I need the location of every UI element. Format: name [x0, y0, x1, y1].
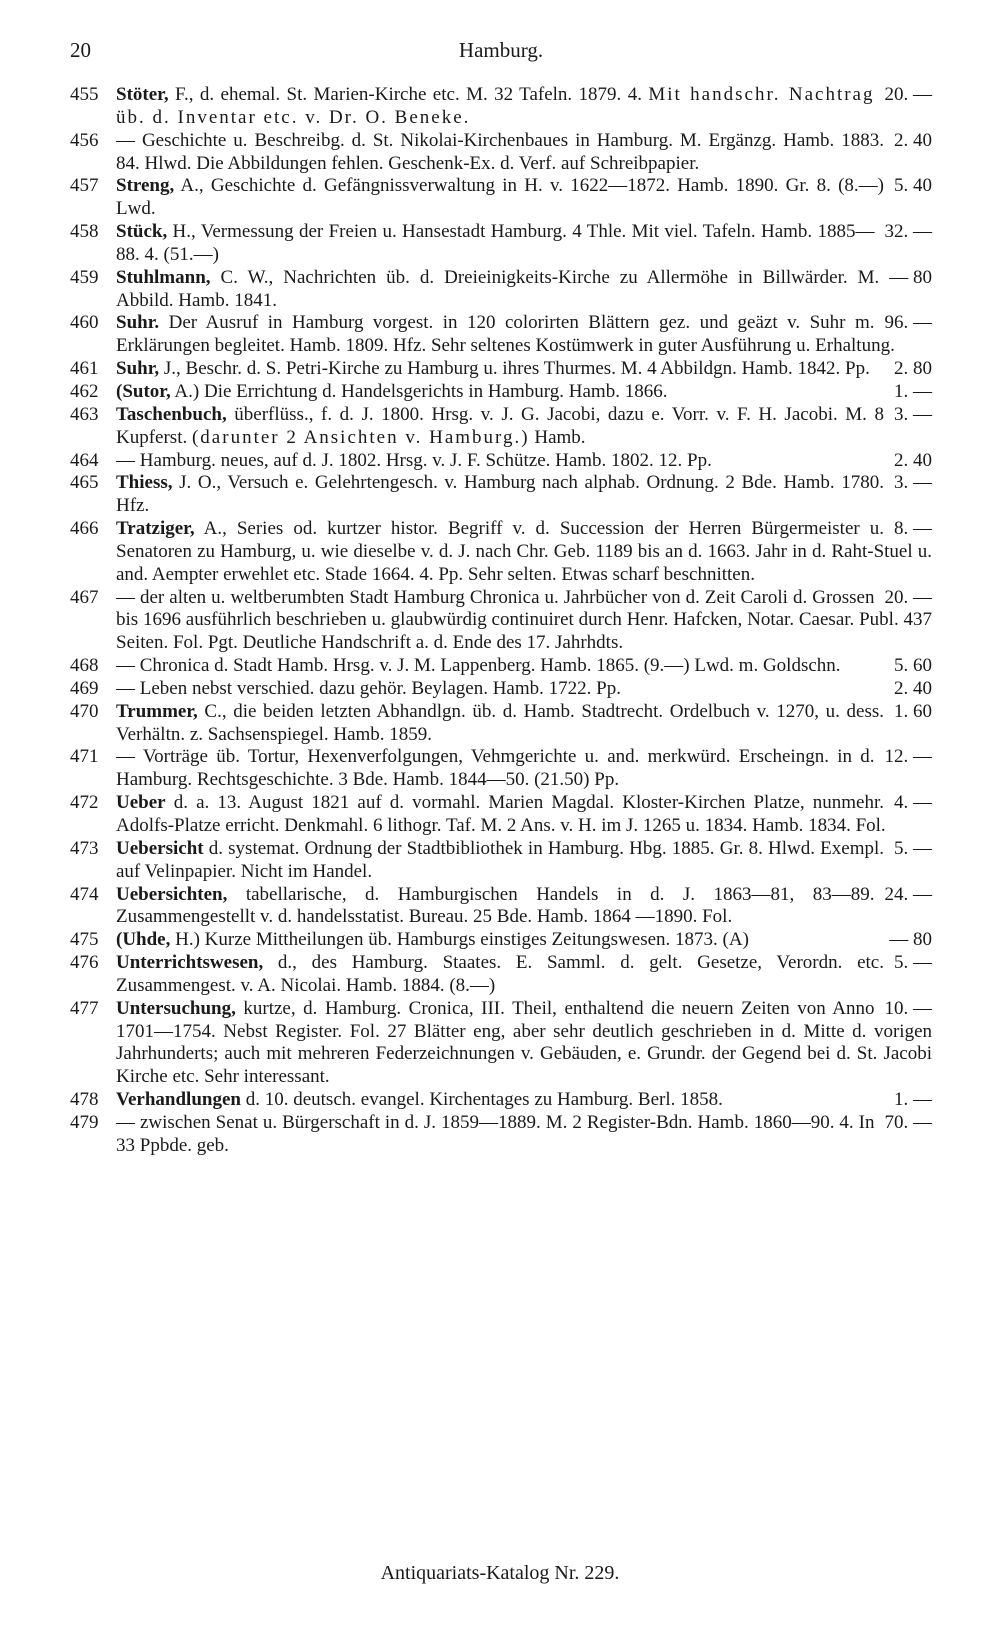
entry-number: 468 — [70, 655, 99, 677]
entry-number: 473 — [70, 837, 99, 859]
entry-price: 10. — — [884, 997, 932, 1019]
entry-number: 459 — [70, 266, 99, 288]
catalog-entry — [70, 655, 932, 678]
catalog-entry — [70, 929, 932, 952]
catalog-entry — [70, 381, 932, 404]
entry-number: 469 — [70, 677, 99, 699]
catalog-entry — [70, 312, 932, 358]
entry-price: — 80 — [889, 266, 932, 288]
entry-price: 32. — — [884, 221, 932, 243]
entry-number: 460 — [70, 312, 99, 334]
entry-author: Trummer, — [116, 700, 198, 722]
entry-text: — Hamburg. neues, auf d. J. 1802. Hrsg. v. J. F. Schütze. Hamb. 1802. 12. Pp. — [116, 449, 712, 471]
catalog-entry — [70, 952, 932, 998]
entry-text: — Chronica d. Stadt Hamb. Hrsg. v. J. M. Lappenberg. Hamb. 1865. (9.—) Lwd. m. Goldschn. — [116, 655, 841, 677]
entry-number: 464 — [70, 449, 99, 471]
entry-number: 463 — [70, 403, 99, 425]
entry-number: 458 — [70, 221, 99, 243]
catalog-entry — [70, 175, 932, 221]
catalog-entry — [70, 450, 932, 473]
catalog-entry — [70, 221, 932, 267]
catalog-entry — [70, 678, 932, 701]
entry-text: — Geschichte u. Beschreibg. d. St. Nikolai-Kirchenbaues in Hamburg. M. Ergänzg. Hamb. 1883. 84. Hlwd. Die Abbildungen fehlen. Geschenk-Ex. d. Verf. auf Schreibpapier. — [116, 129, 884, 174]
entry-price: 2. 40 — [894, 129, 932, 151]
catalog-entry — [70, 404, 932, 450]
catalog-entry — [70, 792, 932, 838]
entry-author: Suhr, — [116, 358, 160, 380]
entry-number: 479 — [70, 1111, 99, 1133]
entry-text: d. systemat. Ordnung der Stadtbibliothek in Hamburg. Hbg. 1885. Gr. 8. Hlwd. Exempl. auf Velinpapier. Nicht im Handel. — [116, 837, 884, 882]
entry-number: 477 — [70, 997, 99, 1019]
entry-price: 20. — — [884, 84, 932, 105]
entry-number: 471 — [70, 746, 99, 768]
entry-emphasis: Mit handschr. Nachtrag üb. d. Inventar etc. v. Dr. O. Beneke. — [116, 84, 875, 128]
entry-number: 478 — [70, 1089, 99, 1111]
entry-text: J., Beschr. d. S. Petri-Kirche zu Hamburg u. ihres Thurmes. M. 4 Abbildgn. Hamb. 1842. Pp. — [159, 358, 870, 380]
entry-author: Unterrichtswesen, — [116, 952, 264, 974]
catalog-entry — [70, 267, 932, 313]
entry-text: — zwischen Senat u. Bürgerschaft in d. J. 1859—1889. M. 2 Register-Bdn. Hamb. 1860—90. 4. In 33 Ppbde. geb. — [116, 1111, 875, 1156]
entry-number: 461 — [70, 358, 99, 380]
entry-price: 1. 60 — [894, 700, 932, 722]
entry-text: F., d. ehemal. St. Marien-Kirche etc. M. 32 Tafeln. 1879. 4. — [168, 84, 649, 105]
catalog-entry — [70, 358, 932, 381]
entry-number: 467 — [70, 586, 99, 608]
catalog-entry — [70, 1089, 932, 1112]
catalog-entry — [70, 884, 932, 930]
entry-text: — Vorträge üb. Tortur, Hexenverfolgungen, Vehmgerichte u. and. merkwürd. Erscheingn. in d. Hamburg. Rechtsgeschichte. 3 Bde. Hamb. 1844—50. (21.50) Pp. — [116, 746, 875, 791]
entry-price: 5. — — [894, 952, 932, 974]
entry-emphasis: (darunter 2 Ansichten v. Hamburg.) — [191, 426, 530, 448]
entry-text: A., Geschichte d. Gefängnissverwaltung in H. v. 1622—1872. Hamb. 1890. Gr. 8. (8.—) Lwd. — [116, 175, 884, 220]
entry-number: 474 — [70, 883, 99, 905]
entry-price: 2. 40 — [894, 677, 932, 699]
entry-price: 1. — — [894, 380, 932, 402]
entry-text: kurtze, d. Hamburg. Cronica, III. Theil, enthaltend die neuern Zeiten von Anno 1701—1754. Nebst Register. Fol. 27 Blätter eng, aber sehr deutlich geschrieben in d. Mitte d. vorigen Jahrhunderts; auch mit mehreren Federzeichnungen v. Gebäuden, e. Grundr. der Gegend bei d. St. Jacobi Kirche etc. Sehr interessant. — [116, 997, 932, 1088]
catalog-entry — [70, 998, 932, 1089]
entry-text: d. 10. deutsch. evangel. Kirchentages zu Hamburg. Berl. 1858. — [240, 1089, 723, 1111]
entry-text: H.) Kurze Mittheilungen üb. Hamburgs einstiges Zeitungswesen. 1873. (A) — [170, 929, 749, 951]
page-number: 20 — [70, 38, 91, 62]
catalog-entry — [70, 84, 932, 130]
catalog-entry — [70, 472, 932, 518]
entry-text: C. W., Nachrichten üb. d. Dreieinigkeits-Kirche zu Allermöhe in Billwärder. M. Abbild. Hamb. 1841. — [116, 266, 880, 311]
running-title: Hamburg. — [458, 38, 544, 62]
page-header — [70, 38, 932, 68]
entry-text: — Leben nebst verschied. dazu gehör. Beylagen. Hamb. 1722. Pp. — [116, 677, 621, 699]
entry-author: Uebersichten, — [116, 883, 228, 905]
catalog-entry — [70, 587, 932, 656]
entry-number: 457 — [70, 175, 99, 197]
entry-price: 1. — — [894, 1089, 932, 1111]
catalog-entry — [70, 838, 932, 884]
entry-author: Uebersicht — [116, 837, 204, 859]
entry-price: 5. — — [894, 837, 932, 859]
entry-price: 4. — — [894, 792, 932, 814]
catalog-entry — [70, 701, 932, 747]
entry-author: Taschenbuch, — [116, 403, 227, 425]
entry-author: Thiess, — [116, 472, 173, 494]
entry-author: Tratziger, — [116, 518, 195, 540]
entry-number: 455 — [70, 84, 99, 105]
entry-number: 472 — [70, 792, 99, 814]
entry-price: 8. — — [894, 518, 932, 540]
entry-text: überflüss., f. d. J. 1800. Hrsg. v. J. G. Jacobi, dazu e. Vorr. v. F. H. Jacobi. M. 8 Kupferst. — [116, 403, 884, 448]
entry-number: 470 — [70, 700, 99, 722]
entry-price: — 80 — [889, 929, 932, 951]
entry-author: Stöter, — [116, 84, 169, 105]
entry-price: 2. 40 — [894, 449, 932, 471]
entry-text: A.) Die Errichtung d. Handelsgerichts in Hamburg. Hamb. 1866. — [170, 380, 668, 402]
entry-text: C., die beiden letzten Abhandlgn. üb. d. Hamb. Stadtrecht. Ordelbuch v. 1270, u. dess. Verhältn. z. Sachsenspiegel. Hamb. 1859. — [116, 700, 884, 745]
entry-text: d., des Hamburg. Staates. E. Samml. d. gelt. Gesetze, Verordn. etc. Zusammengest. v. A. Nicolai. Hamb. 1884. (8.—) — [116, 952, 884, 996]
entry-author: Untersuchung, — [116, 997, 236, 1019]
catalog-entry — [70, 130, 932, 176]
catalog-entry — [70, 1112, 932, 1158]
entry-number: 456 — [70, 129, 99, 151]
entry-price: 70. — — [884, 1111, 932, 1133]
entry-price: 2. 80 — [894, 358, 932, 380]
entry-number: 475 — [70, 929, 99, 951]
entry-number: 466 — [70, 518, 99, 540]
entry-price: 5. 40 — [894, 175, 932, 197]
entry-price: 3. — — [894, 472, 932, 494]
entry-author: (Sutor, — [116, 380, 171, 402]
catalog-entries — [70, 84, 932, 1158]
catalog-entry — [70, 746, 932, 792]
entry-text: — der alten u. weltberumbten Stadt Hamburg Chronica u. Jahrbücher von d. Zeit Caroli d. Grossen bis 1696 ausführlich beschrieben u. glaubwürdig continuiret durch Henr. Hafcken, Notar. Caesar. Publ. 437 Seiten. Fol. Pgt. Deutliche Handschrift a. d. Ende des 17. Jahrhdts. — [116, 586, 932, 654]
entry-text: J. O., Versuch e. Gelehrtengesch. v. Hamburg nach alphab. Ordnung. 2 Bde. Hamb. 1780. Hfz. — [116, 472, 884, 517]
entry-number: 465 — [70, 472, 99, 494]
entry-number: 476 — [70, 952, 99, 974]
entry-text: A., Series od. kurtzer histor. Begriff v. d. Succession der Herren Bürgermeister u. Senatoren zu Hamburg, u. wie dieselbe v. d. J. nach Chr. Geb. 1189 bis an d. 1663. Jahr in d. Raht-Stuel u. and. Aempter erwehlet etc. Stade 1664. 4. Pp. Sehr selten. Etwas scharf beschnitten. — [116, 518, 932, 585]
entry-price: 5. 60 — [894, 655, 932, 677]
entry-price: 96. — — [884, 312, 932, 334]
catalog-footer: Antiquariats-Katalog Nr. 229. — [380, 1562, 620, 1584]
entry-author: Suhr. — [116, 312, 160, 334]
entry-author: Stück, — [116, 221, 168, 243]
entry-text-continued: Hamb. — [529, 426, 586, 448]
entry-price: 3. — — [894, 403, 932, 425]
entry-price: 12. — — [884, 746, 932, 768]
entry-text: d. a. 13. August 1821 auf d. vormahl. Marien Magdal. Kloster-Kirchen Platze, nunmehr. Adolfs-Platze erricht. Denkmahl. 6 lithogr. Taf. M. 2 Ans. v. H. im J. 1265 u. 1834. Hamb. 1834. Fol. — [116, 792, 886, 836]
entry-author: Stuhlmann, — [116, 266, 211, 288]
entry-number: 462 — [70, 380, 99, 402]
entry-author: (Uhde, — [116, 929, 171, 951]
entry-author: Streng, — [116, 175, 175, 197]
entry-price: 20. — — [884, 586, 932, 608]
entry-text: tabellarische, d. Hamburgischen Handels in d. J. 1863—81, 83—89. Zusammengestellt v. d. handelsstatist. Bureau. 25 Bde. Hamb. 1864 —1890. Fol. — [116, 883, 875, 928]
entry-text: Der Ausruf in Hamburg vorgest. in 120 colorirten Blättern gez. und geäzt v. Suhr m. Erklärungen begleitet. Hamb. 1809. Hfz. Sehr seltenes Kostümwerk in guter Ausführung u. Erhaltung. — [116, 312, 895, 357]
entry-author: Ueber — [116, 792, 166, 814]
entry-text: H., Vermessung der Freien u. Hansestadt Hamburg. 4 Thle. Mit viel. Tafeln. Hamb. 1885—88. 4. (51.—) — [116, 221, 875, 265]
entry-price: 24. — — [884, 883, 932, 905]
catalog-entry — [70, 518, 932, 587]
entry-author: Verhandlungen — [116, 1089, 241, 1111]
